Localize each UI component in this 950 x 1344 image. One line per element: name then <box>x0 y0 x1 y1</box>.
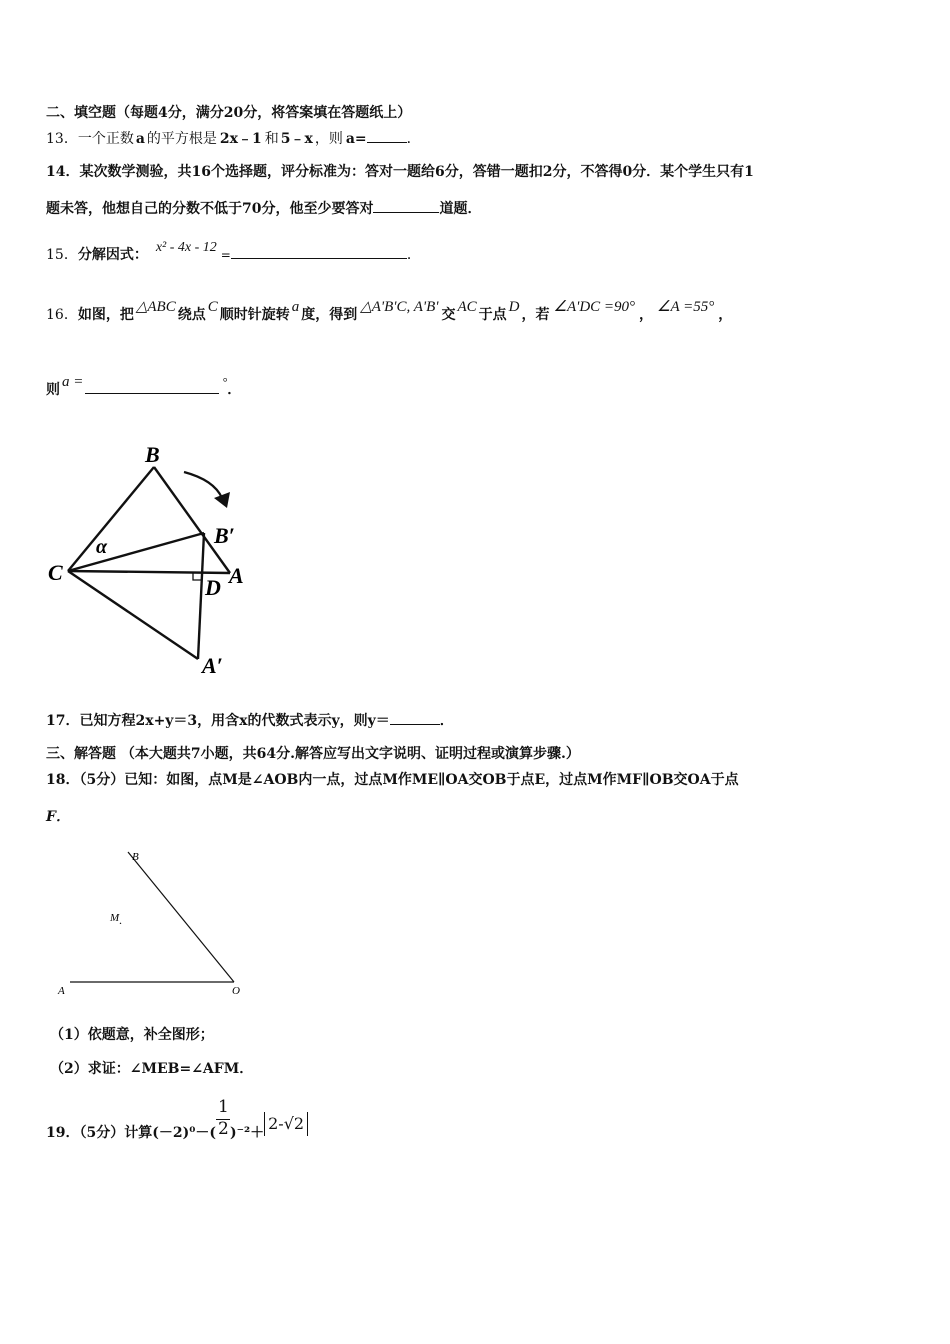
q14-line2-pre: 题未答，他想自己的分数不低于70分，他至少要答对 <box>46 201 374 217</box>
q15-end: ． <box>406 247 421 263</box>
q16-m8: ∠A =55° <box>657 299 715 315</box>
ray-OB <box>128 852 234 982</box>
q13-ans: a= <box>345 131 367 147</box>
q16-t5: 交 <box>441 307 456 323</box>
q16-t7: ，若 <box>521 307 550 323</box>
seg-CA <box>68 571 230 573</box>
q14-blank <box>373 200 439 213</box>
q16-t2: 绕点 <box>177 307 206 323</box>
q19-abs: 2-√2 <box>264 1112 308 1136</box>
q19-exp: )⁻²＋ <box>229 1125 265 1141</box>
label-alpha: α <box>96 536 108 558</box>
q13-end: ． <box>406 131 421 147</box>
seg-CBp <box>68 533 204 571</box>
q16-m3: a <box>291 299 300 315</box>
section2-header: 二、填空题（每题4分，满分20分，将答案填在答题纸上） <box>46 105 412 121</box>
q19-frac <box>216 1097 230 1139</box>
q13-blank <box>367 130 407 143</box>
seg-BpAp <box>198 533 204 659</box>
label-C: C <box>48 560 63 585</box>
question-14-line2 <box>46 200 481 218</box>
label-Ap: A′ <box>202 653 223 678</box>
q15-num: 15． <box>46 247 78 263</box>
question-18-part1: （1）依题意，补全图形； <box>50 1027 214 1043</box>
question-13 <box>46 130 421 148</box>
q13-e2: 5﹣x <box>280 131 313 147</box>
label-M: M <box>110 912 120 924</box>
question-17 <box>46 712 454 730</box>
q14-line2-post: 道题． <box>439 201 482 217</box>
q13-num: 13． <box>46 131 78 147</box>
rotation-arrow <box>184 472 222 498</box>
q16-t6: 于点 <box>478 307 507 323</box>
seg-CAp <box>68 571 198 659</box>
label-B: B <box>145 442 160 467</box>
q13-mid: 的平方根是 <box>146 131 217 147</box>
q16-t1: 如图，把 <box>77 307 134 323</box>
q16-l2-m: a = <box>62 374 84 390</box>
question-14-line1: 14．某次数学测验，共16个选择题，评分标准为：答对一题给6分，答错一题扣2分，不答得0分．某个学生只有1 <box>46 164 754 180</box>
q19-frac-num: 1 <box>217 1097 229 1117</box>
q13-and: 和 <box>264 131 279 147</box>
q13-post: ，则 <box>314 131 343 147</box>
q13-a: a <box>135 131 145 147</box>
label-Bp: B′ <box>214 523 235 548</box>
q13-e1: 2x﹣1 <box>219 131 262 147</box>
q16-t9: ， <box>718 307 733 323</box>
q16-t3: 顺时针旋转 <box>219 307 290 323</box>
q16-num: 16． <box>46 307 78 323</box>
seg-CB <box>68 467 154 571</box>
label-A: A <box>58 985 65 997</box>
q15-blank <box>231 246 407 259</box>
label-D: D <box>205 575 221 600</box>
q19-frac-den: 2 <box>217 1119 229 1139</box>
q16-t8: ， <box>639 307 654 323</box>
q16-m6: D <box>508 299 520 315</box>
rotation-arrowhead <box>214 492 230 508</box>
q16-m2: C <box>207 299 218 315</box>
point-M: . <box>119 913 122 927</box>
q16-m5: AC <box>457 299 477 315</box>
question-19 <box>46 1097 308 1144</box>
q15-eq: = <box>220 248 231 262</box>
q15-expr: x² - 4x - 12 <box>155 240 217 255</box>
q13-pre: 一个正数 <box>77 131 134 147</box>
figure-18 <box>48 842 268 1002</box>
question-16-line2 <box>46 374 242 399</box>
q19-text: 19．（5分）计算(－2)⁰－( <box>46 1125 216 1141</box>
question-18-line1: 18．（5分）已知：如图，点M是∠AOB内一点，过点M作ME∥OA交OB于点E，过点M作MF∥OB交OA于点 <box>46 772 739 788</box>
q16-m1: △ABC <box>135 299 176 315</box>
q16-l2-pre: 则 <box>46 382 60 398</box>
seg-BA <box>154 467 230 573</box>
label-A: A <box>229 563 244 588</box>
q16-l2-end: ． <box>227 382 242 398</box>
q16-m7: ∠A'DC =90° <box>553 299 636 315</box>
q16-blank <box>85 381 219 394</box>
figure-16 <box>44 440 284 690</box>
question-16 <box>46 299 733 324</box>
q16-m4: △A'B'C, A'B' <box>360 299 439 315</box>
q17-end: ． <box>439 713 454 729</box>
section3-header: 三、解答题 （本大题共7小题，共64分.解答应写出文字说明、证明过程或演算步骤.） <box>46 746 580 762</box>
label-B: B <box>132 851 139 863</box>
q15-label: 分解因式： <box>77 247 148 263</box>
question-18-part2: （2）求证：∠MEB=∠AFM． <box>50 1061 254 1077</box>
question-18-line2: F． <box>46 809 70 825</box>
q17-text: 17．已知方程2x+y＝3，用含x的代数式表示y，则y＝ <box>46 713 390 729</box>
q16-t4: 度，得到 <box>301 307 358 323</box>
question-15 <box>46 240 421 265</box>
q17-blank <box>390 712 440 725</box>
q16-l2-deg: ° <box>222 375 228 389</box>
label-O: O <box>232 985 240 997</box>
